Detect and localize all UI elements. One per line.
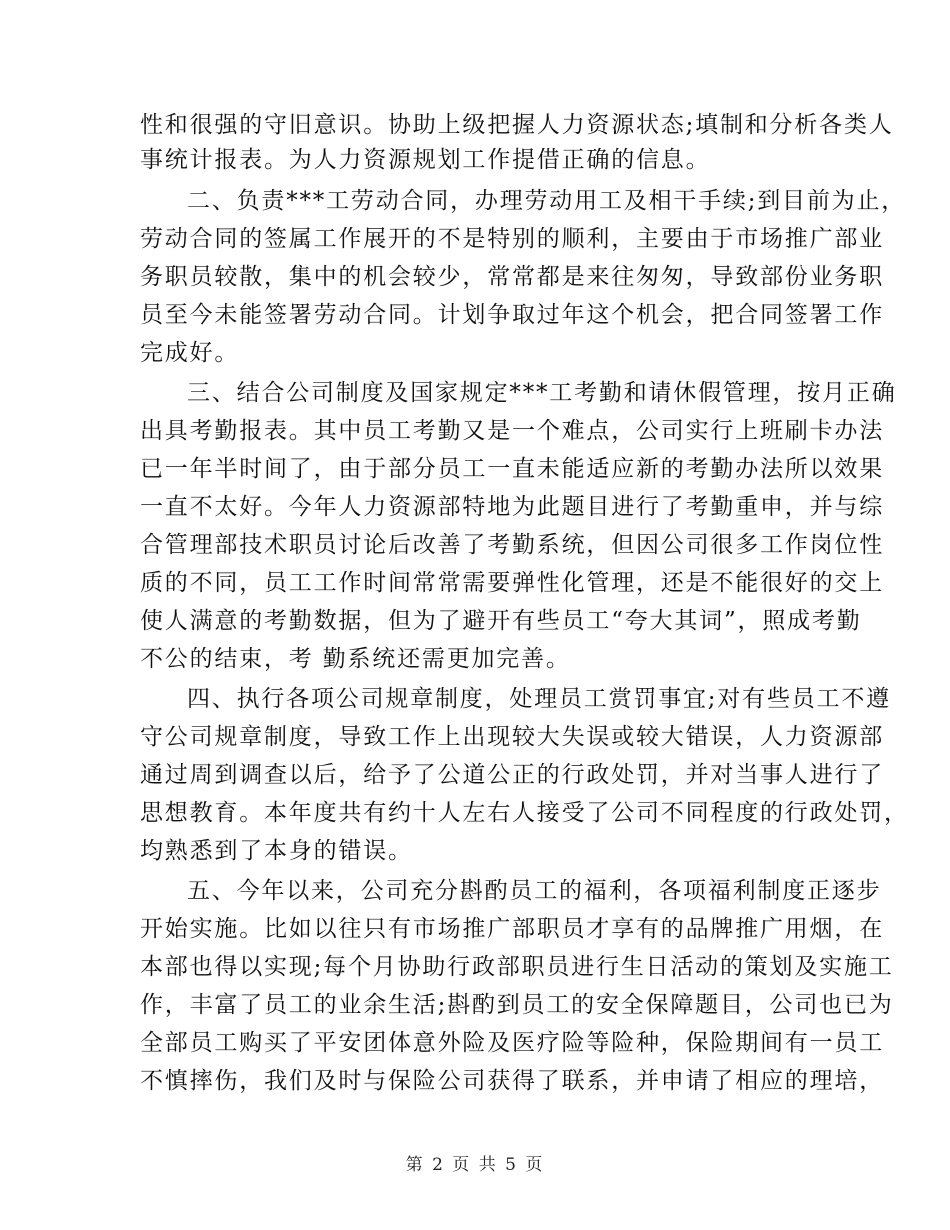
text-line: 已一年半时间了，由于部分员工一直未能适应新的考勤办法所以效果 xyxy=(140,456,884,482)
text-line: 质的不同，员工工作时间常常需要弹性化管理，还是不能很好的交上 xyxy=(140,570,884,596)
text-line: 事统计报表。为人力资源规划工作提借正确的信息。 xyxy=(140,147,711,173)
page-number-footer: 第 2 页 共 5 页 xyxy=(405,1155,545,1175)
text-line: 均熟悉到了本身的错误。 xyxy=(140,838,413,864)
text-line: 不慎摔伤，我们及时与保险公司获得了联系，并申请了相应的理培， xyxy=(140,1068,884,1094)
text-line: 不公的结束，考 勤系统还需更加完善。 xyxy=(140,646,571,672)
text-line: 合管理部技术职员讨论后改善了考勤系统，但因公司很多工作岗位性 xyxy=(140,532,884,558)
text-line: 全部员工购买了平安团体意外险及医疗险等险种，保险期间有一员工 xyxy=(140,1030,884,1056)
text-line: 开始实施。比如以往只有市场推广部职员才享有的品牌推广用烟，在 xyxy=(140,916,884,942)
paragraph-3-start: 三、结合公司制度及国家规定***工考勤和请休假管理，按月正确 xyxy=(187,380,897,406)
text-line: 思想教育。本年度共有约十人左右人接受了公司不同程度的行政处罚， xyxy=(140,800,909,826)
text-line: 劳动合同的签属工作展开的不是特别的顺利，主要由于市场推广部业 xyxy=(140,226,884,252)
text-line: 守公司规章制度，导致工作上出现较大失误或较大错误，人力资源部 xyxy=(140,724,884,750)
paragraph-4-start: 四、执行各项公司规章制度，处理员工赏罚事宜;对有些员工不遵 xyxy=(187,686,891,712)
text-line: 出具考勤报表。其中员工考勤又是一个难点，公司实行上班刷卡办法 xyxy=(140,418,884,444)
paragraph-2-start: 二、负责***工劳动合同，办理劳动用工及相干手续;到目前为止， xyxy=(187,188,907,214)
text-line: 通过周到调查以后，给予了公道公正的行政处罚，并对当事人进行了 xyxy=(140,762,884,788)
text-line: 员至今未能签署劳动合同。计划争取过年这个机会，把合同签署工作 xyxy=(140,302,884,328)
text-line: 完成好。 xyxy=(140,340,240,366)
text-line: 本部也得以实现;每个月协助行政部职员进行生日活动的策划及实施工 xyxy=(140,954,894,980)
text-line: 一直不太好。今年人力资源部特地为此题目进行了考勤重申，并与综 xyxy=(140,494,884,520)
text-line: 务职员较散，集中的机会较少，常常都是来往匆匆，导致部份业务职 xyxy=(140,264,884,290)
text-line: 作，丰富了员工的业余生活;斟酌到员工的安全保障题目，公司也已为 xyxy=(140,992,894,1018)
text-line: 性和很强的守旧意识。协助上级把握人力资源状态;填制和分析各类人 xyxy=(140,112,894,138)
paragraph-5-start: 五、今年以来，公司充分斟酌员工的福利，各项福利制度正逐步 xyxy=(187,878,882,904)
text-line: 使人满意的考勤数据，但为了避开有些员工“夸大其词”，照成考勤 xyxy=(140,608,862,634)
